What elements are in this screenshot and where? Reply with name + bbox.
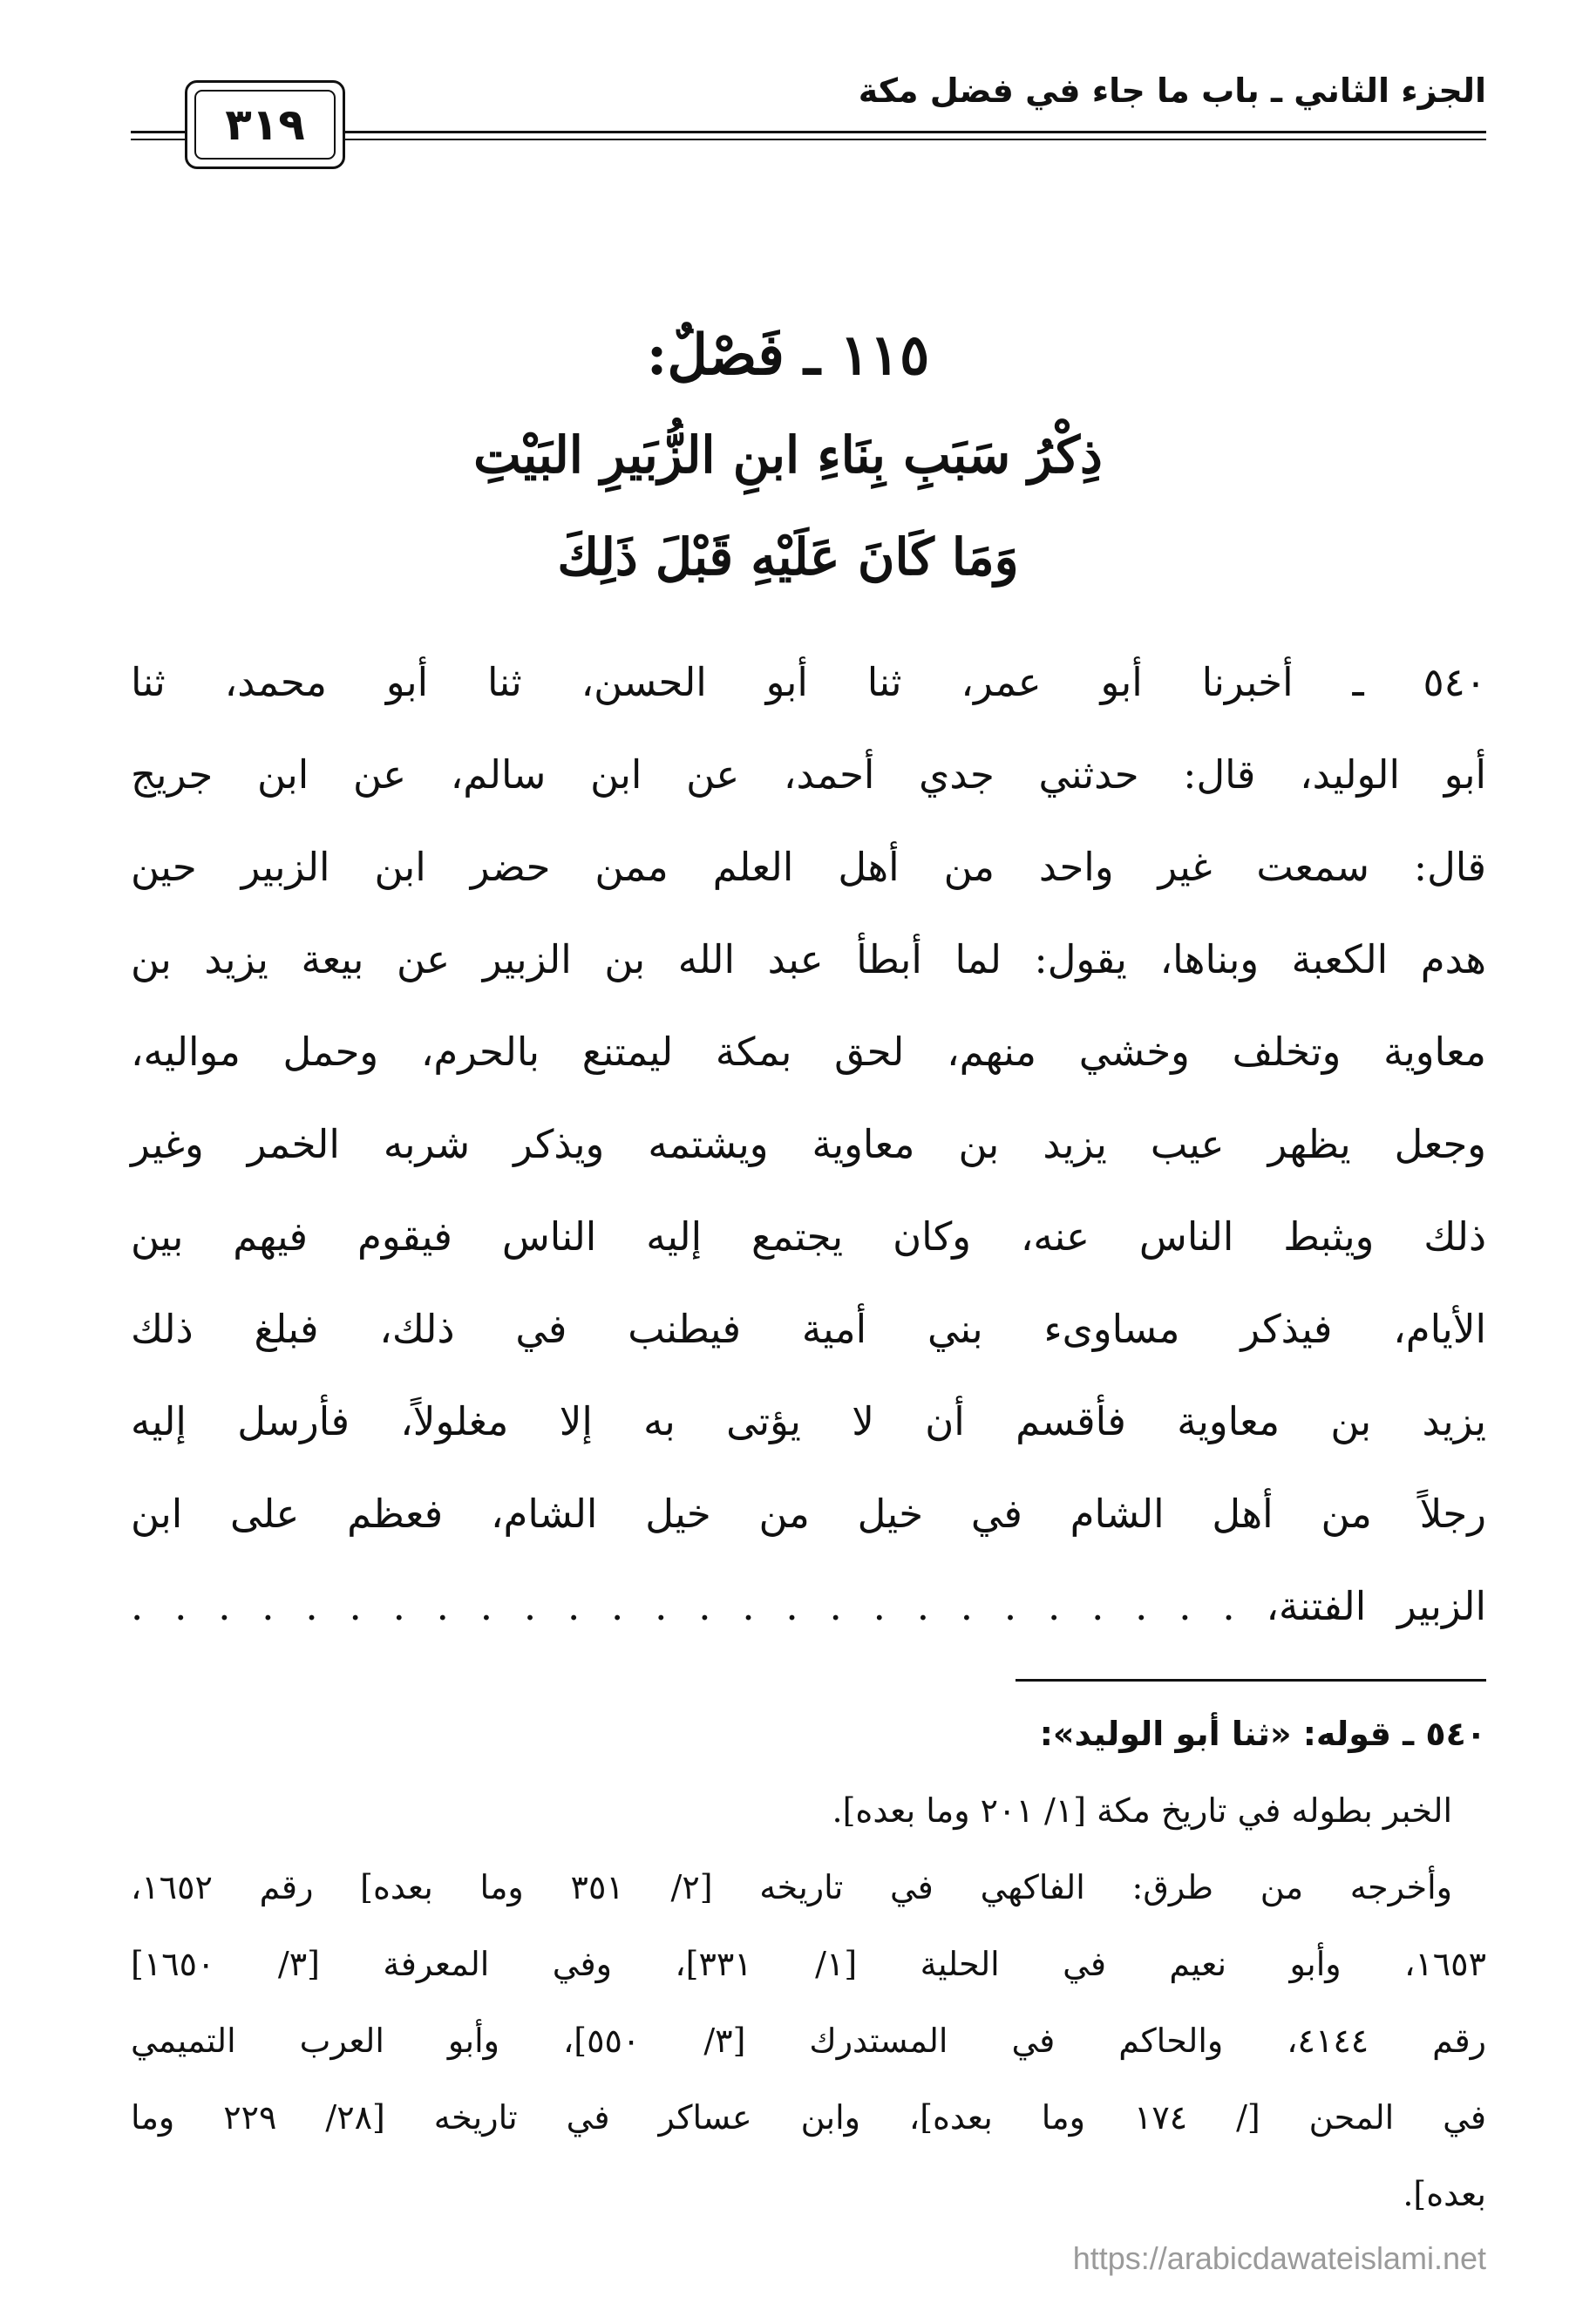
body-line-7: ذلك ويثبط الناس عنه، وكان يجتمع إليه الناس فيقوم فيهم بين <box>131 1213 1486 1260</box>
footnote-line-5: في المحن [/ ١٧٤ وما بعده]، وابن عساكر في تاريخه [٢٨/ ٢٢٩ وما <box>131 2098 1486 2137</box>
footnote-line-4: رقم ٤١٤٤، والحاكم في المستدرك [٣/ ٥٥٠]، وأبو العرب التميمي <box>131 2022 1486 2060</box>
body-line-8: الأيام، فيذكر مساوىء بني أمية فيطنب في ذلك، فبلغ ذلك <box>131 1306 1486 1352</box>
chapter-title-line-2: وَمَا كَانَ عَلَيْهِ قَبْلَ ذَلِكَ <box>557 527 1019 587</box>
footnote-line-3: ١٦٥٣، وأبو نعيم في الحلية [١/ ٣٣١]، وفي المعرفة [٣/ ١٦٥٠] <box>131 1945 1486 1983</box>
body-line-9: يزيد بن معاوية فأقسم أن لا يؤتى به إلا مغلولاً، فأرسل إليه <box>131 1398 1486 1444</box>
body-line-4: هدم الكعبة وبناها، يقول: لما أبطأ عبد الله بن الزبير عن بيعة يزيد بن <box>131 936 1486 982</box>
footnote-separator <box>1016 1679 1486 1682</box>
body-line-10: رجلاً من أهل الشام في خيل من خيل الشام، فعظم على ابن <box>131 1491 1486 1537</box>
body-line-5: معاوية وتخلف وخشي منهم، لحق بمكة ليمتنع بالحرم، وحمل مواليه، <box>131 1029 1486 1075</box>
body-line-3: قال: سمعت غير واحد من أهل العلم ممن حضر ابن الزبير حين <box>131 844 1486 890</box>
body-line-1: ٥٤٠ ـ أخبرنا أبو عمر، ثنا أبو الحسن، ثنا أبو محمد، ثنا <box>131 659 1486 705</box>
footnote-heading: ٥٤٠ ـ قوله: «ثنا أبو الوليد»: <box>1039 1715 1486 1753</box>
chapter-number-heading: ١١٥ ـ فَصْلٌ: <box>646 323 930 388</box>
running-header-title: الجزء الثاني ـ باب ما جاء في فضل مكة <box>858 71 1486 110</box>
page-number-frame <box>185 80 345 169</box>
footnote-line-1: الخبر بطوله في تاريخ مكة [١/ ٢٠١ وما بعده]. <box>832 1791 1452 1830</box>
page-number: ٣١٩ <box>194 90 336 160</box>
body-line-11: الزبير الفتنة، . . . . . . . . . . . . . . . . . . . . . . . . . . <box>131 1583 1486 1629</box>
footnote-line-2: وأخرجه من طرق: الفاكهي في تاريخه [٢/ ٣٥١ وما بعده] رقم ١٦٥٢، <box>131 1868 1453 1906</box>
watermark-url: https://arabicdawateislami.net <box>1072 2240 1486 2276</box>
body-line-2: أبو الوليد، قال: حدثني جدي أحمد، عن ابن سالم، عن ابن جريج <box>131 751 1486 798</box>
body-line-6: وجعل يظهر عيب يزيد بن معاوية ويشتمه ويذكر شربه الخمر وغير <box>131 1121 1486 1167</box>
chapter-title-line-1: ذِكْرُ سَبَبِ بِنَاءِ ابنِ الزُّبَيرِ البَيْتِ <box>473 425 1103 485</box>
footnote-line-6: بعده]. <box>1403 2175 1486 2213</box>
